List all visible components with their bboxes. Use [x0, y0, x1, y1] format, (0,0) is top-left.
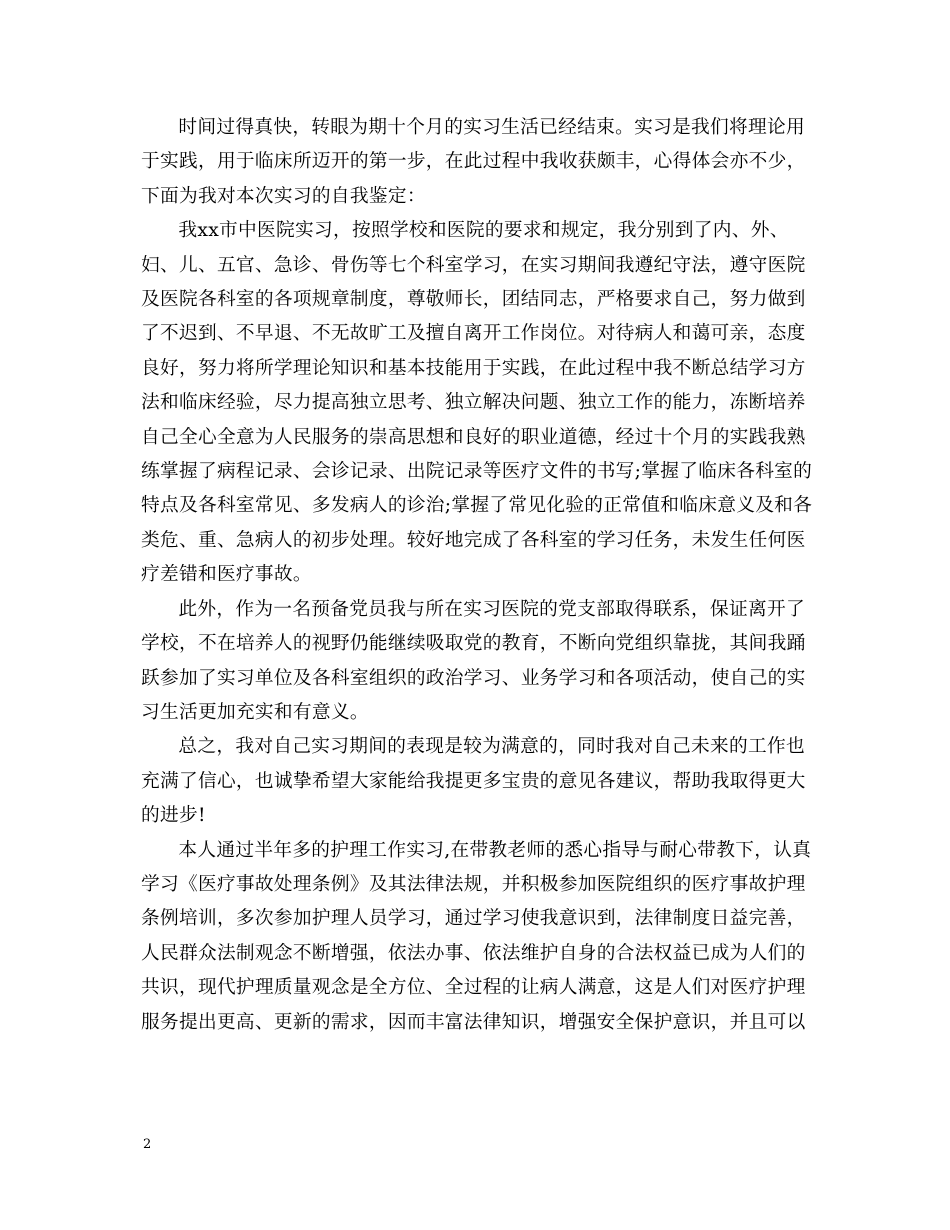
- paragraph-nursing-practice: 本人通过半年多的护理工作实习,在带教老师的悉心指导与耐心带教下，认真学习《医疗事故处理条例》及其法律法规，并积极参加医院组织的医疗事故护理条例培训，多次参加护理人员学习，通过学习使我意识到，法律制度日益完善，人民群众法制观念不断增强，依法办事、依法维护自身的合法权益已成为人们的共识，现代护理质量观念是全方位、全过程的让病人满意，这是人们对医疗护理服务提出更高、更新的需求，因而丰富法律知识，增强安全保护意识，并且可以: [141, 839, 812, 1033]
- paragraph-summary: 总之，我对自己实习期间的表现是较为满意的，同时我对自己未来的工作也充满了信心，也诚挚希望大家能给我提更多宝贵的意见各建议，帮助我取得更大的进步!: [141, 736, 806, 827]
- paragraph-party-member: 此外，作为一名预备党员我与所在实习医院的党支部取得联系，保证离开了学校，不在培养人的视野仍能继续吸取党的教育，不断向党组织靠拢，其间我踊跃参加了实习单位及各科室组织的政治学习、业务学习和各项活动，使自己的实习生活更加充实和有意义。: [141, 598, 806, 723]
- paragraph-internship-intro: 时间过得真快，转眼为期十个月的实习生活已经结束。实习是我们将理论用于实践，用于临床所迈开的第一步，在此过程中我收获颇丰，心得体会亦不少，下面为我对本次实习的自我鉴定：: [141, 117, 806, 207]
- paragraph-hospital-internship: 我xx市中医院实习，按照学校和医院的要求和规定，我分别到了内、外、妇、儿、五官、急诊、骨伤等七个科室学习，在实习期间我遵纪守法，遵守医院及医院各科室的各项规章制度，尊敬师长，团结同志，严格要求自己，努力做到了不迟到、不早退、不无故旷工及擅自离开工作岗位。对待病人和蔼可亲，态度良好，努力将所学理论知识和基本技能用于实践，在此过程中我不断总结学习方法和临床经验，尽力提高独立思考、独立解决问题、独立工作的能力，冻断培养自己全心全意为人民服务的崇高思想和良好的职业道德，经过十个月的实践我熟练掌握了病程记录、会诊记录、出院记录等医疗文件的书写;掌握了临床各科室的特点及各科室常见、多发病人的诊治;掌握了常见化验的正常值和临床意义及和各类危、重、急病人的初步处理。较好地完成了各科室的学习任务，未发生任何医疗差错和医疗事故。: [141, 220, 813, 586]
- document-body: [141, 111, 813, 1040]
- page-number: 2: [143, 1137, 152, 1152]
